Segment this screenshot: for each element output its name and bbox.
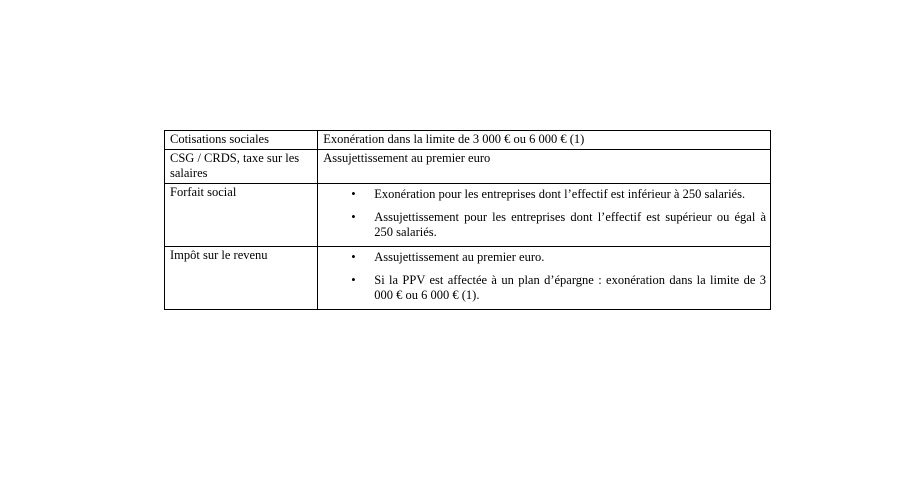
table-row bbox=[165, 131, 771, 150]
row-text-csg-crds: Assujettissement au premier euro bbox=[318, 150, 771, 184]
list-item: • Assujettissement au premier euro. bbox=[323, 250, 766, 265]
row-label-forfait-social: Forfait social bbox=[165, 184, 318, 247]
row-content-impot-revenu bbox=[318, 247, 771, 310]
bullet-list bbox=[323, 187, 766, 240]
table-row bbox=[165, 247, 771, 310]
row-text-cotisations-sociales: Exonération dans la limite de 3 000 € ou 6 000 € (1) bbox=[318, 131, 771, 150]
bullet-list bbox=[323, 250, 766, 303]
table-row bbox=[165, 184, 771, 247]
row-label-cotisations-sociales: Cotisations sociales bbox=[165, 131, 318, 150]
list-item: • Assujettissement pour les entreprises dont l’effectif est supérieur ou égal à 250 salariés. bbox=[323, 210, 766, 240]
row-label-csg-crds: CSG / CRDS, taxe sur les salaires bbox=[165, 150, 318, 184]
row-label-impot-revenu: Impôt sur le revenu bbox=[165, 247, 318, 310]
list-item: • Si la PPV est affectée à un plan d’épargne : exonération dans la limite de 3 000 € ou 6 000 € (1). bbox=[323, 273, 766, 303]
row-content-forfait-social bbox=[318, 184, 771, 247]
list-item: • Exonération pour les entreprises dont l’effectif est inférieur à 250 salariés. bbox=[323, 187, 766, 202]
tax-treatment-table bbox=[164, 130, 771, 310]
table-row bbox=[165, 150, 771, 184]
